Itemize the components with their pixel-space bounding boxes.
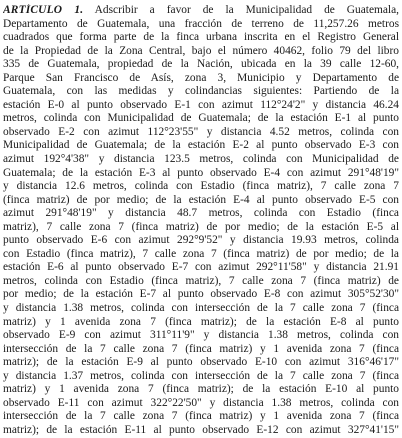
article-heading: ARTÍCULO 1. (3, 4, 84, 16)
article-text-line: observado E-9 con azimut 311°11'9" y distancia 1.38 metros, colinda con (3, 329, 399, 342)
article-text-line: observado E-2 con azimut 112°23'55" y distancia 4.52 metros, colinda con (3, 125, 399, 138)
article-text-line: observado E-11 con azimut 322°22'50" y distancia 1.38 metros, colinda con (3, 396, 399, 409)
article-text-line: Departamento de Guatemala, una fracción de terreno de 11,257.26 metros (3, 17, 399, 30)
article-text-line: azimut 291°48'19" y distancia 48.7 metros, colinda con Estadio (finca (3, 207, 399, 220)
article-text-line: cuadrados que forma parte de la finca urbana inscrita en el Registro General (3, 31, 399, 44)
article-text-line: Guatemala; de la estación E-3 al punto observado E-4 con azimut 291°48'19" (3, 166, 399, 179)
article-text-line: matriz); de la estación E-9 al punto observado E-10 con azimut 316°46'17" (3, 356, 399, 369)
article-text-line: matriz) y 1 avenida zona 7 (finca matriz); de la estación E-8 al punto (3, 315, 399, 328)
article-text-line: (finca matriz) de por medio; de la estación E-4 al punto observado E-5 con (3, 193, 399, 206)
article-text-line: Guatemala, con las medidas y colindancias siguientes: Partiendo de la (3, 85, 399, 98)
article-text-line: estación E-0 al punto observado E-1 con azimut 112°24'2" y distancia 46.24 (3, 98, 399, 111)
article-first-line (3, 4, 399, 18)
article-text-line: matriz); de la estación E-11 al punto observado E-12 con azimut 327°41'15" (3, 423, 399, 436)
article-text-line: y distancia 1.37 metros, colinda con intersección de la 7 calle zona 7 (finca (3, 369, 399, 382)
article-text-line: azimut 192°4'38" y distancia 123.5 metros, colinda con Municipalidad de (3, 153, 399, 166)
article-text-line: con Estadio (finca matriz), 7 calle zona 7 (finca matriz) de por medio; de la (3, 247, 399, 260)
article-text-line: matriz) y 1 avenida zona 7 (finca matriz); de la estación E-10 al punto (3, 383, 399, 396)
article-text-line: metros, colinda con Municipalidad de Guatemala; de la estación E-1 al punto (3, 112, 399, 125)
article-text-line: Adscribir a favor de la Municipalidad de Guatemala, (83, 4, 399, 16)
document-body (3, 4, 399, 438)
article-text-line: intersección de la 7 calle zona 7 (finca matriz) y 1 avenida zona 7 (finca (3, 342, 399, 355)
article-text-line: Parque San Francisco de Asís, zona 3, Municipio y Departamento de (3, 71, 399, 84)
article-text-line: matriz), 7 calle zona 7 (finca matriz) de por medio; de la estación E-5 al (3, 220, 399, 233)
article-text-line: 335 de Guatemala, propiedad de la Nación, ubicada en la 39 calle 12-60, (3, 58, 399, 71)
article-text-line: Municipalidad de Guatemala; de la estación E-2 al punto observado E-3 con (3, 139, 399, 152)
article-text-line: de la Propiedad de la Zona Central, bajo el número 40462, folio 79 del libro (3, 44, 399, 57)
article-text-line: y distancia 12.6 metros, colinda con Estadio (finca matriz), 7 calle zona 7 (3, 180, 399, 193)
article-text-line: y distancia 1.38 metros, colinda con intersección de la 7 calle zona 7 (finca (3, 302, 399, 315)
article-text-line: punto observado E-6 con azimut 292°9'52" y distancia 19.93 metros, colinda (3, 234, 399, 247)
article-text-line: por medio; de la estación E-7 al punto observado E-8 con azimut 305°52'30" (3, 288, 399, 301)
article-text-line: estación E-6 al punto observado E-7 con azimut 292°11'58" y distancia 21.91 (3, 261, 399, 274)
article-text-line: metros, colinda con Estadio (finca matriz), 7 calle zona 7 (finca matriz) de (3, 274, 399, 287)
article-text-line: intersección de la 7 calle zona 7 (finca matriz) y 1 avenida zona 7 (finca (3, 410, 399, 423)
